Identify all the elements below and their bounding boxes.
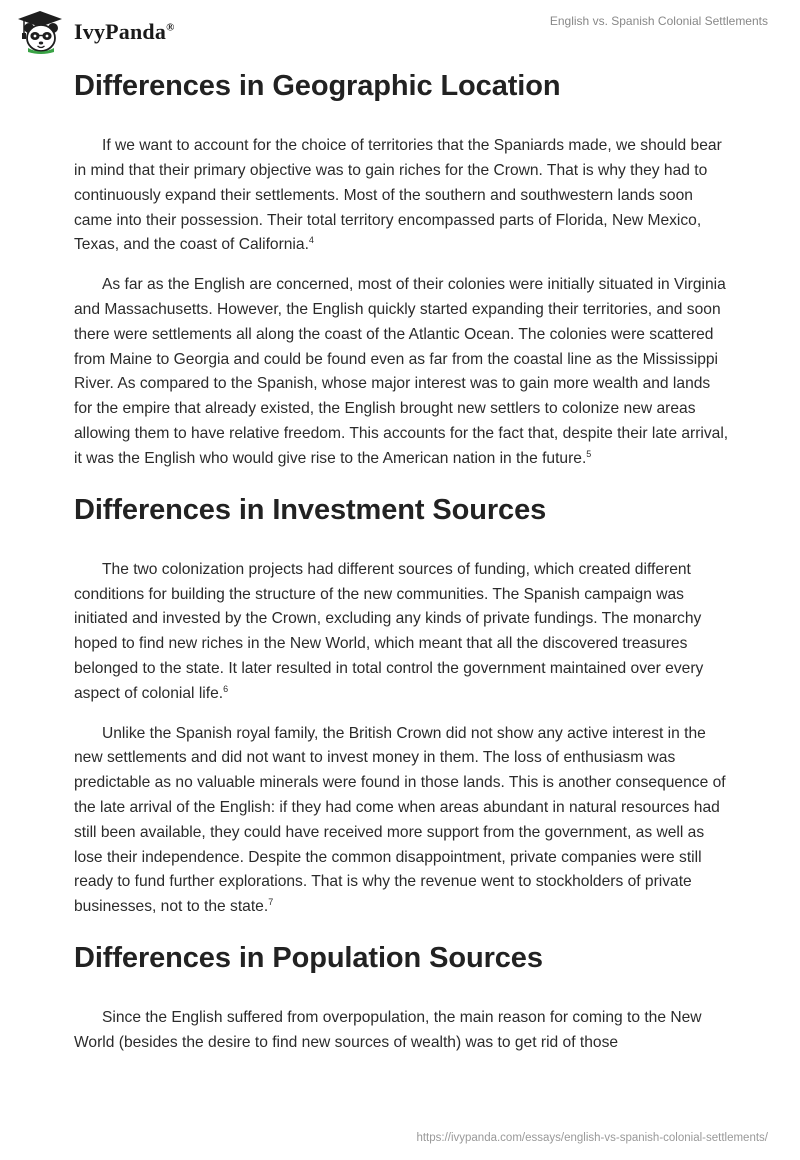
paragraph: The two colonization projects had different sources of funding, which created different conditions for building the structure of the new communities. The Spanish campaign was initiated and invested by the Crown, excluding any kinds of private fundings. The monarchy hoped to find new riches in the New World, which meant that all the discovered treasures belonged to the state. It later resulted in total control the government maintained over every aspect of colonial life.$^6$ xyxy=(74,560,704,702)
footnote-ref[interactable]: 4 xyxy=(308,235,314,246)
section-heading: Differences in Population Sources xyxy=(74,942,543,975)
logo-text: IvyPanda® xyxy=(74,19,175,44)
logo[interactable] xyxy=(14,10,175,54)
article-body xyxy=(74,68,730,1056)
paragraph: As far as the English are concerned, most of their colonies were initially situated in Virginia and Massachusetts. However, the English quickly started expanding their territories, and soon there were settlements all along the coast of the Atlantic Ocean. The colonies were scattered from Maine to Georgia and could be found even as far from the coastal line as the Mississippi River. As compared to the Spanish, whose major interest was to gain more wealth and lands for the empire that already existed, the English brought new settlers to colonize new areas allowing them to have relative freedom. This accounts for the fact that, despite their late arrival, it was the English who would give rise to the American nation in the future.$^5$ xyxy=(74,276,729,467)
paragraph: Since the English suffered from overpopulation, the main reason for coming to the New World (besides the desire to find new sources of wealth) was to get rid of those xyxy=(74,1009,702,1052)
paragraph: Unlike the Spanish royal family, the British Crown did not show any active interest in the new settlements and did not want to invest money in them. The loss of enthusiasm was predictable as no valuable minerals were found in those lands. This is another consequence of the late arrival of the English: if they had come when areas abundant in natural resources had still been available, they could have received more support from the government, as well as lose their independence. Despite the common disappointment, private companies were still ready to fund further explorations. That is why the revenue went to stockholders of private businesses, not to the state.$^7$ xyxy=(74,724,726,916)
footnote-ref[interactable]: 5 xyxy=(586,448,592,459)
source-url[interactable]: https://ivypanda.com/essays/english-vs-spanish-colonial-settlements/ xyxy=(416,1132,768,1144)
section-heading: Differences in Investment Sources xyxy=(74,493,547,526)
document-title: English vs. Spanish Colonial Settlements xyxy=(549,14,768,28)
footnote-ref[interactable]: 6 xyxy=(223,683,229,694)
section-heading: Differences in Geographic Location xyxy=(74,70,561,102)
panda-graduate-icon xyxy=(14,10,70,54)
paragraph: If we want to account for the choice of territories that the Spaniards made, we should bear in mind that their primary objective was to gain riches for the Crown. That is why they had to continuously expand their settlements. Most of the southern and southwestern lands soon came into their possession. Their total territory encompassed parts of Florida, New Mexico, Texas, and the coast of California.$^4$ xyxy=(74,137,722,254)
footnote-ref[interactable]: 7 xyxy=(268,897,274,908)
